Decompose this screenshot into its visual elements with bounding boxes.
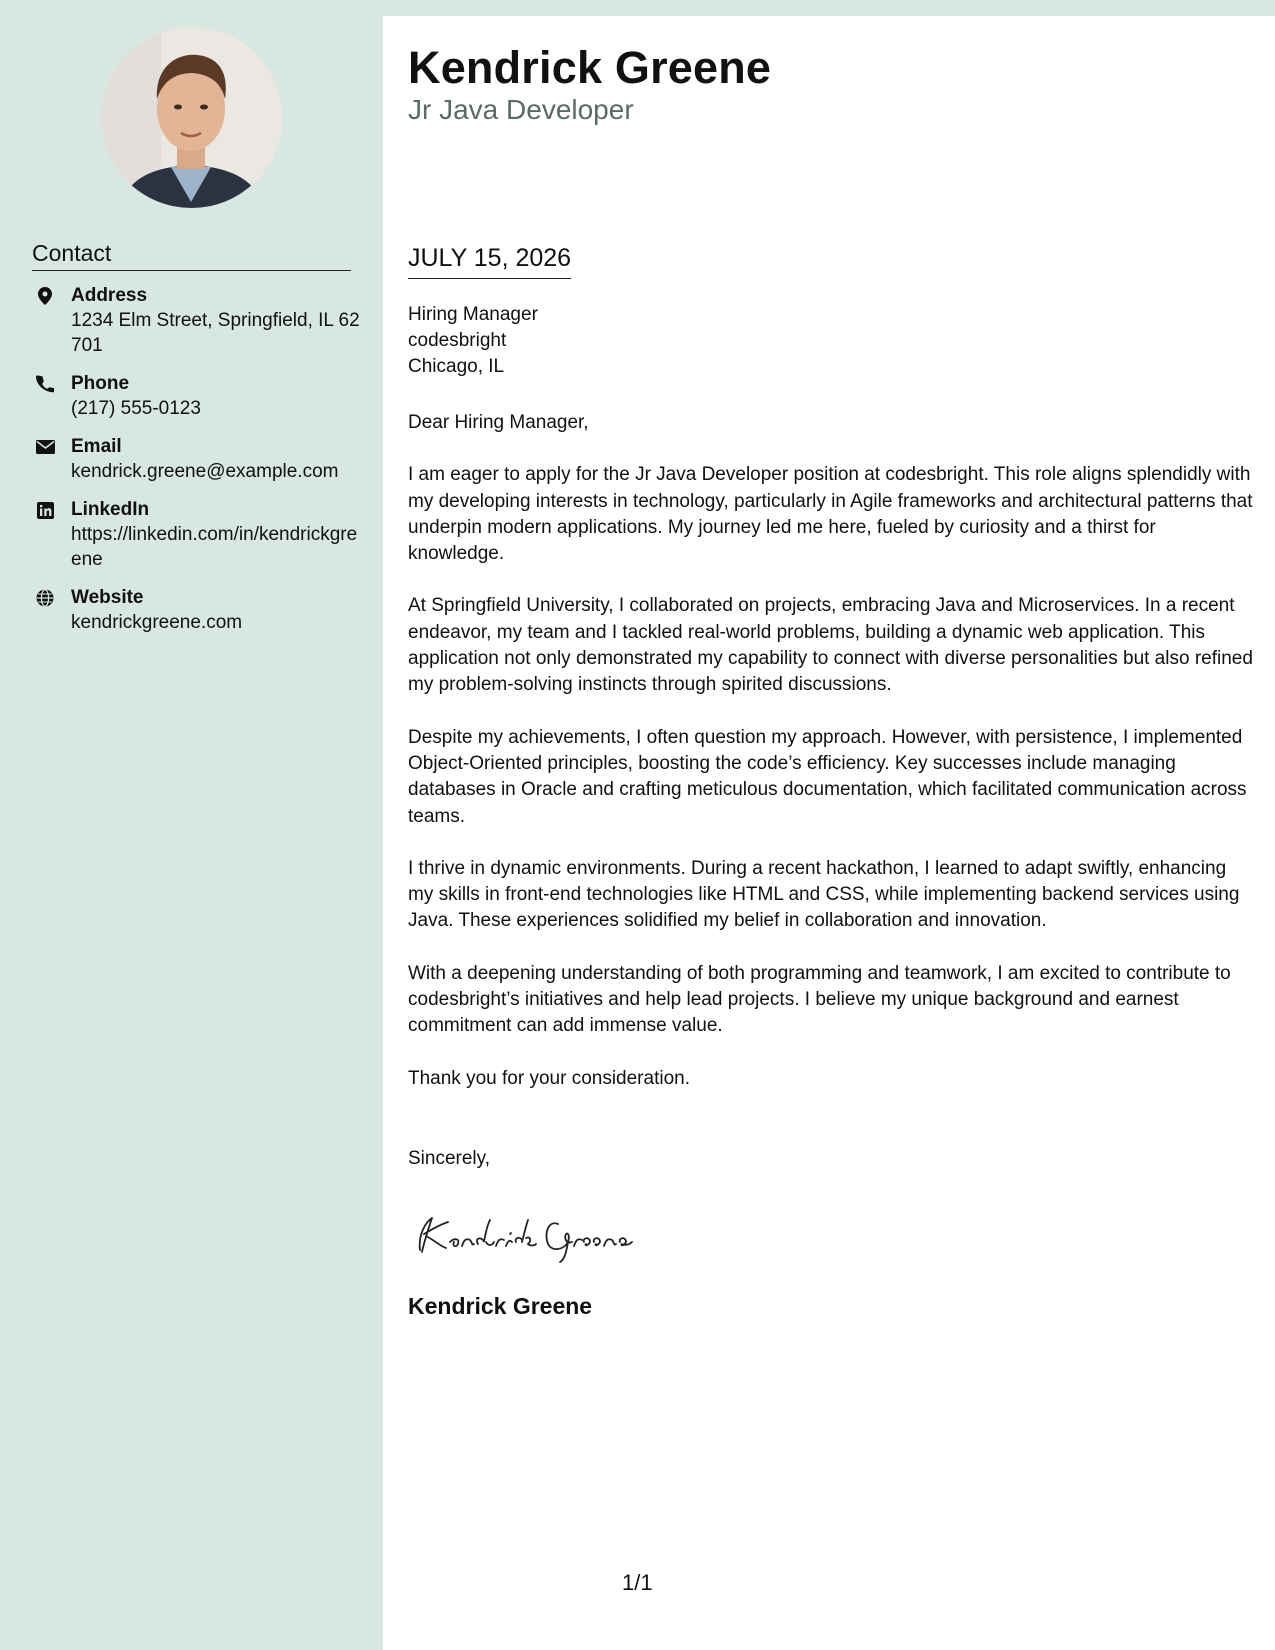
contact-value: kendrick.greene@example.com <box>71 461 339 482</box>
contact-address <box>32 284 362 358</box>
map-pin-icon <box>35 286 55 306</box>
linkedin-icon <box>35 500 55 520</box>
contact-value: (217) 555-0123 <box>71 398 201 419</box>
contact-label: LinkedIn <box>71 499 150 520</box>
recipient-line: Hiring Manager <box>408 304 538 325</box>
letter-body <box>408 410 1253 1118</box>
contact-label: Phone <box>71 373 130 394</box>
recipient-line: Chicago, IL <box>408 356 505 377</box>
body-paragraph: Despite my achievements, I often question my approach. However, with persistence, I implemented Object-Oriented principles, boosting the code’s efficiency. Key successes include managing databases in Oracle and crafting meticulous documentation, which facilitated communication across teams. <box>408 726 1247 827</box>
body-paragraph: I am eager to apply for the Jr Java Developer position at codesbright. This role aligns splendidly with my developing interests in technology, particularly in Agile frameworks and architectural patterns that underpin modern applications. My journey led me here, fueled by curiosity and a thirst for knowledge. <box>408 464 1253 565</box>
applicant-name: Kendrick Greene <box>408 42 772 93</box>
contact-value: 1234 Elm Street, Springfield, IL 62701 <box>71 310 360 356</box>
body-paragraph: With a deepening understanding of both programming and teamwork, I am excited to contribute to codesbright’s initiatives and help lead projects. I believe my unique background and earnest commitment can add immense value. <box>408 962 1231 1037</box>
contact-value[interactable]: kendrickgreene.com <box>71 612 243 633</box>
contact-email <box>32 435 362 484</box>
handwritten-signature <box>408 1204 678 1264</box>
contact-linkedin <box>32 498 362 572</box>
contact-website <box>32 586 362 635</box>
recipient-line: codesbright <box>408 330 507 351</box>
signer-name: Kendrick Greene <box>408 1293 593 1319</box>
contact-phone <box>32 372 362 421</box>
job-title: Jr Java Developer <box>408 94 634 125</box>
top-accent-strip <box>383 0 1275 16</box>
page-number: 1/1 <box>622 1570 653 1595</box>
contact-label: Website <box>71 587 144 608</box>
profile-photo <box>101 27 282 208</box>
contact-label: Email <box>71 436 122 457</box>
envelope-icon <box>35 437 55 457</box>
contact-heading: Contact <box>32 240 351 271</box>
body-paragraph: At Springfield University, I collaborated on projects, embracing Java and Microservices. In a recent endeavor, my team and I tackled real-world problems, building a dynamic web application. This application not only demonstrated my capability to connect with diverse personalities but also refined my problem-solving instincts through spirited discussions. <box>408 595 1253 696</box>
contact-label: Address <box>71 285 148 306</box>
recipient-block <box>408 302 538 380</box>
closing: Sincerely, <box>408 1148 491 1169</box>
globe-icon <box>35 588 55 608</box>
phone-icon <box>35 374 55 394</box>
contact-list <box>32 284 362 649</box>
body-paragraph: Thank you for your consideration. <box>408 1067 690 1089</box>
contact-value[interactable]: https://linkedin.com/in/kendrickgreene <box>71 524 358 570</box>
salutation: Dear Hiring Manager, <box>408 412 589 433</box>
body-paragraph: I thrive in dynamic environments. During a recent hackathon, I learned to adapt swiftly, enhancing my skills in front-end technologies like HTML and CSS, while implementing backend services using Java. These experiences solidified my belief in collaboration and innovation. <box>408 857 1240 932</box>
letter-date: JULY 15, 2026 <box>408 244 571 279</box>
